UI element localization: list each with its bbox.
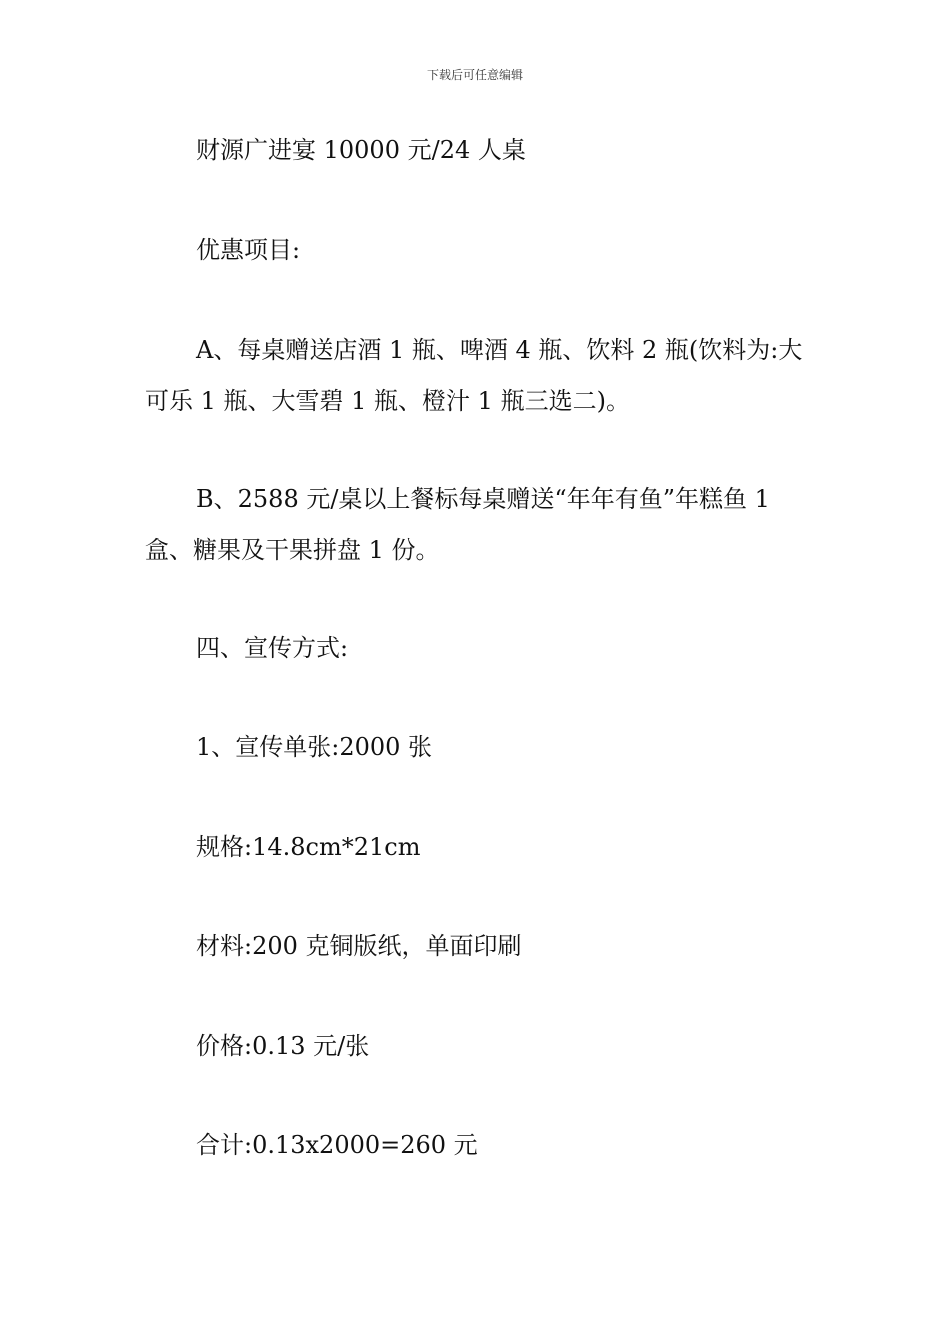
paragraph-promotion-heading: 四、宣传方式: xyxy=(196,634,349,662)
paragraph-discount-b: B、2588 元/桌以上餐标每桌赠送“年年有鱼”年糕鱼 1 盒、糖果及干果拼盘 1 份。 xyxy=(145,485,770,564)
paragraph-discount-heading: 优惠项目: xyxy=(196,236,301,264)
paragraph-flyer-price: 价格:0.13 元/张 xyxy=(196,1032,370,1060)
paragraph-flyer-total: 合计:0.13x2000=260 元 xyxy=(196,1131,478,1159)
paragraph-flyer-count: 1、宣传单张:2000 张 xyxy=(196,733,433,761)
paragraph-flyer-material: 材料:200 克铜版纸，单面印刷 xyxy=(196,932,522,960)
header-note: 下载后可任意编辑 xyxy=(426,68,523,82)
paragraph-discount-a: A、每桌赠送店酒 1 瓶、啤酒 4 瓶、饮料 2 瓶(饮料为:大可乐 1 瓶、大雪碧 1 瓶、橙汁 1 瓶三选二)。 xyxy=(145,336,803,415)
paragraph-banquet-package: 财源广进宴 10000 元/24 人桌 xyxy=(196,136,526,164)
paragraph-flyer-size: 规格:14.8cm*21cm xyxy=(196,833,421,861)
